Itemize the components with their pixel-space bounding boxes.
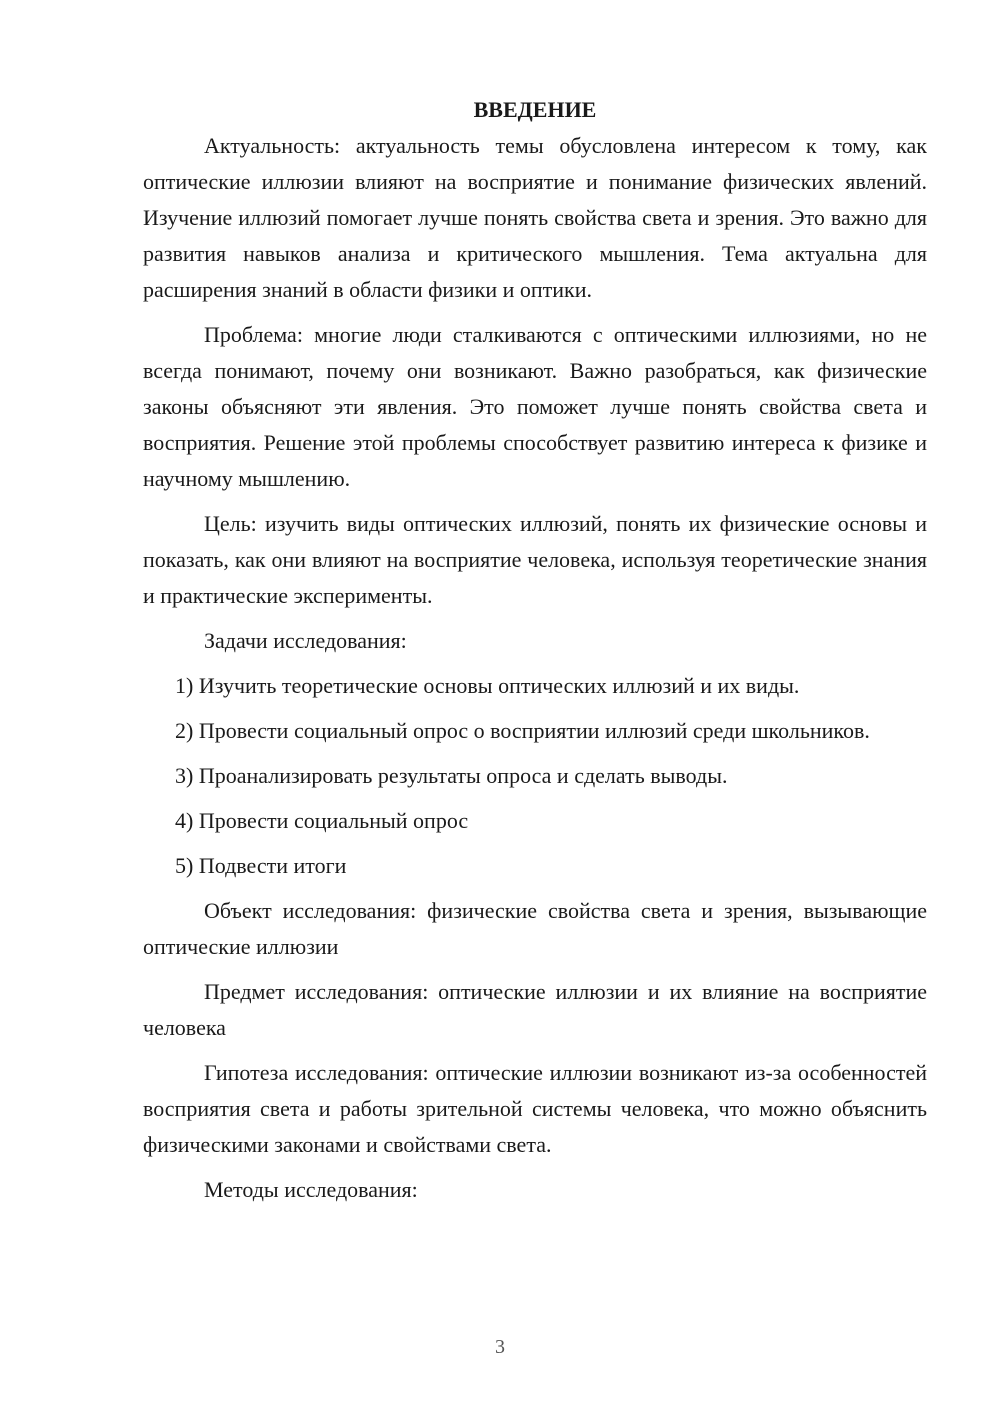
relevance-paragraph: Актуальность: актуальность темы обусловлена интересом к тому, как оптические иллюзии влияют на восприятие и понимание физических явлений. Изучение иллюзий помогает лучше понять свойства света и зрения. Это важно для развития навыков анализа и критического мышления. Тема актуальна для расширения знаний в области физики и оптики. (143, 133, 927, 302)
object-paragraph: Объект исследования: физические свойства света и зрения, вызывающие оптические иллюзии (143, 898, 927, 959)
task-item-4: 4) Провести социальный опрос (175, 808, 469, 833)
methods-heading: Методы исследования: (204, 1177, 418, 1202)
goal-paragraph: Цель: изучить виды оптических иллюзий, понять их физические основы и показать, как они влияют на восприятие человека, используя теоретические знания и практические эксперименты. (143, 511, 927, 608)
section-heading: ВВЕДЕНИЕ (473, 97, 597, 122)
task-item-1: 1) Изучить теоретические основы оптических иллюзий и их виды. (175, 673, 800, 698)
task-item-2: 2) Провести социальный опрос о восприятии иллюзий среди школьников. (175, 718, 870, 743)
subject-paragraph: Предмет исследования: оптические иллюзии и их влияние на восприятие человека (143, 979, 927, 1040)
task-item-5: 5) Подвести итоги (175, 853, 347, 878)
page-number: 3 (495, 1336, 505, 1358)
hypothesis-paragraph: Гипотеза исследования: оптические иллюзии возникают из-за особенностей восприятия света и работы зрительной системы человека, что можно объяснить физическими законами и свойствами света. (143, 1060, 927, 1157)
task-item-3: 3) Проанализировать результаты опроса и сделать выводы. (175, 763, 728, 788)
problem-paragraph: Проблема: многие люди сталкиваются с оптическими иллюзиями, но не всегда понимают, почему они возникают. Важно разобраться, как физические законы объясняют эти явления. Это поможет лучше понять свойства света и восприятия. Решение этой проблемы способствует развитию интереса к физике и научному мышлению. (143, 322, 927, 491)
tasks-heading: Задачи исследования: (204, 628, 407, 653)
document-page (143, 92, 927, 1217)
